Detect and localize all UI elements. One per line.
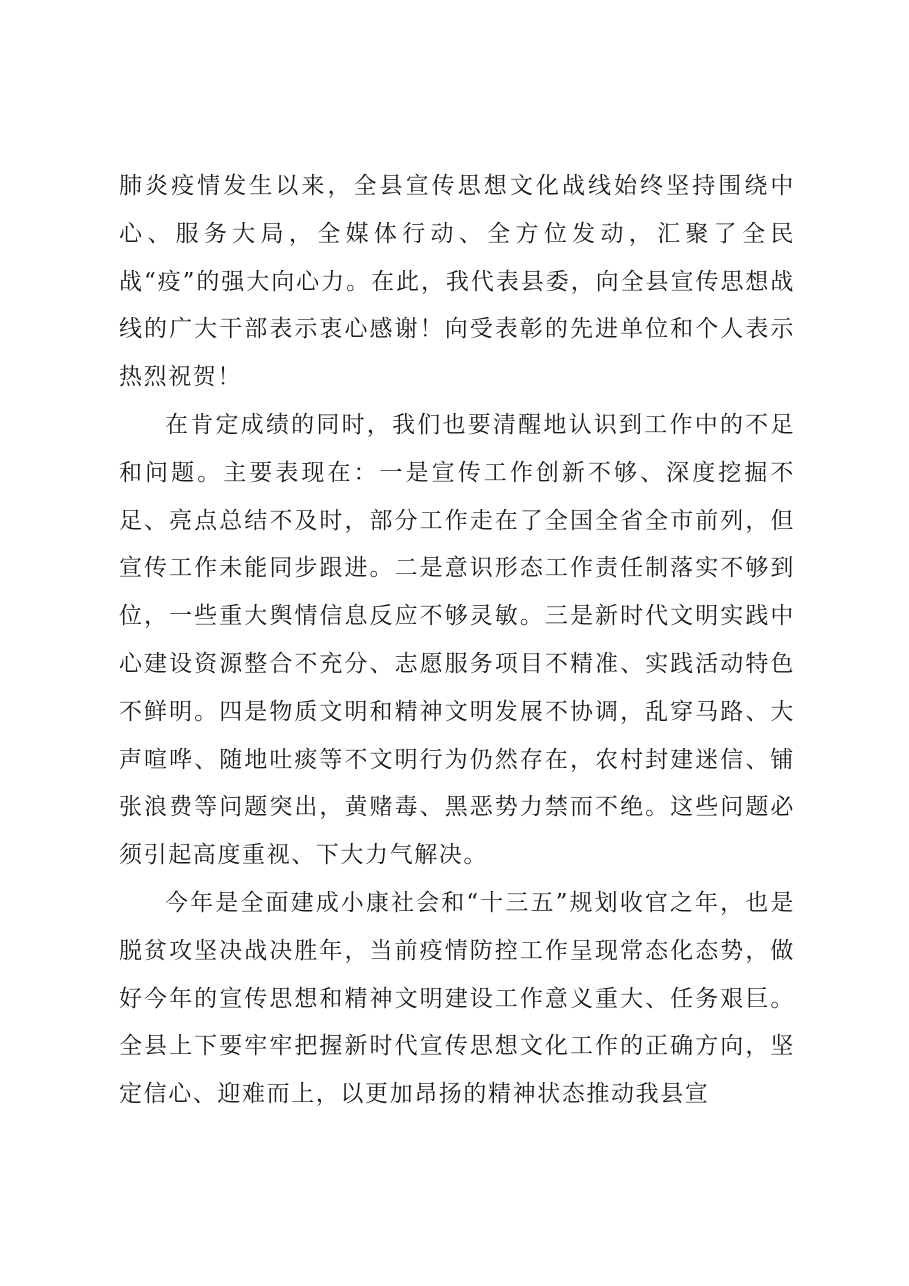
- paragraph-continued: 肺炎疫情发生以来，全县宣传思想文化战线始终坚持围绕中心、服务大局，全媒体行动、全方位发动，汇聚了全民战“疫”的强大向心力。在此，我代表县委，向全县宣传思想战线的广大干部表示衷心感谢！向受表彰的先进单位和个人表示热烈祝贺！: [119, 173, 795, 391]
- document-body: [119, 163, 795, 1119]
- paragraph-shortcomings: 在肯定成绩的同时，我们也要清醒地认识到工作中的不足和问题。主要表现在：一是宣传工作创新不够、深度挖掘不足、亮点总结不及时，部分工作走在了全国全省全市前列，但宣传工作未能同步跟进。二是意识形态工作责任制落实不够到位，一些重大舆情信息反应不够灵敏。三是新时代文明实践中心建设资源整合不充分、志愿服务项目不精准、实践活动特色不鲜明。四是物质文明和精神文明发展不协调，乱穿马路、大声喧哗、随地吐痰等不文明行为仍然存在，农村封建迷信、铺张浪费等问题突出，黄赌毒、黑恶势力禁而不绝。这些问题必须引起高度重视、下大力气解决。: [119, 411, 795, 869]
- paragraph-this-year: 今年是全面建成小康社会和“十三五”规划收官之年，也是脱贫攻坚决战决胜年，当前疫情防控工作呈现常态化态势，做好今年的宣传思想和精神文明建设工作意义重大、任务艰巨。全县上下要牢牢把握新时代宣传思想文化工作的正确方向，坚定信心、迎难而上，以更加昂扬的精神状态推动我县宣: [119, 889, 795, 1108]
